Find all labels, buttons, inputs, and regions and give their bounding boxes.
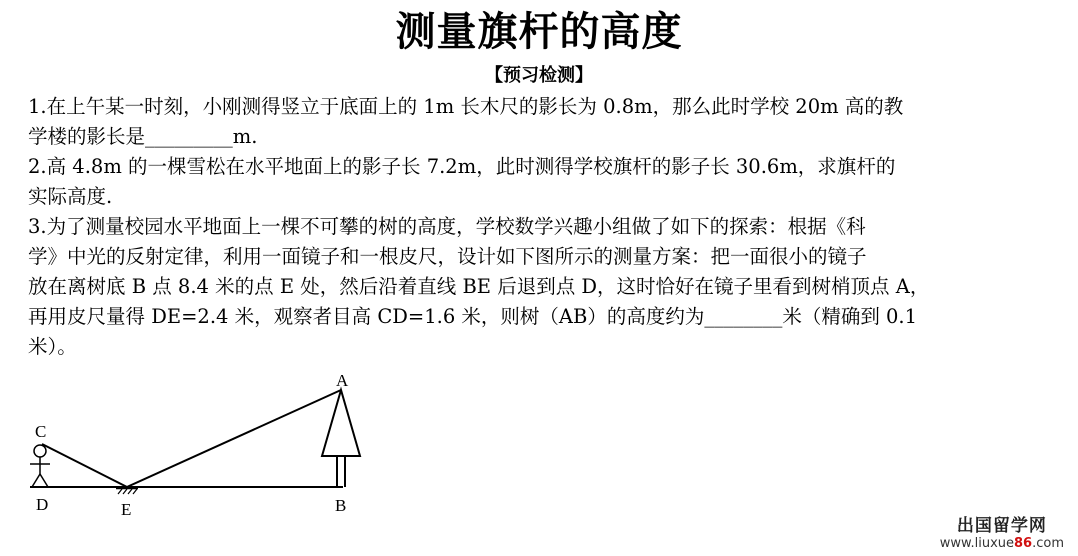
site-watermark — [940, 518, 1064, 550]
label-e: E — [121, 500, 132, 519]
sightline-ce — [42, 444, 127, 487]
question-3-line-4: 再用皮尺量得 DE=2.4 米，观察者目高 CD=1.6 米，则树（AB）的高度约为________米（精确到 0.1 — [28, 305, 918, 328]
label-c: C — [35, 422, 47, 441]
question-3-line-2: 学》中光的反射定律，利用一面镜子和一根皮尺，设计如下图所示的测量方案：把一面很小的镜子 — [28, 245, 867, 268]
watermark-url: www.liuxue86.com — [939, 536, 1064, 551]
measurement-diagram — [0, 360, 1078, 530]
question-2-line-1: 2.高 4.8m 的一棵雪松在水平地面上的影子长 7.2m，此时测得学校旗杆的影子长 30.6m，求旗杆的 — [28, 155, 896, 178]
question-3-line-5: 米）。 — [28, 335, 77, 358]
watermark-brand: 出国留学网 — [956, 516, 1047, 536]
page-title: 测量旗杆的高度 — [395, 9, 683, 55]
question-3-line-1: 3.为了测量校园水平地面上一棵不可攀的树的高度，学校数学兴趣小组做了如下的探索：根据《科 — [28, 215, 866, 238]
section-heading: 【预习检测】 — [485, 65, 593, 86]
tree-icon — [322, 390, 360, 487]
label-d: D — [36, 495, 49, 514]
question-3-line-3: 放在离树底 B 点 8.4 米的点 E 处，然后沿着直线 BE 后退到点 D，这时恰好在镜子里看到树梢顶点 A， — [28, 275, 930, 298]
label-b: B — [335, 496, 347, 515]
question-1-line-2: 学楼的影长是_________m. — [28, 125, 258, 148]
observer-figure — [30, 445, 50, 487]
mirror-icon — [116, 488, 138, 494]
label-a: A — [336, 371, 349, 390]
sightline-ea — [127, 390, 341, 487]
question-2-line-2: 实际高度. — [28, 185, 113, 208]
question-1-line-1: 1.在上午某一时刻，小刚测得竖立于底面上的 1m 长木尺的影长为 0.8m，那么此时学校 20m 高的教 — [28, 95, 904, 118]
